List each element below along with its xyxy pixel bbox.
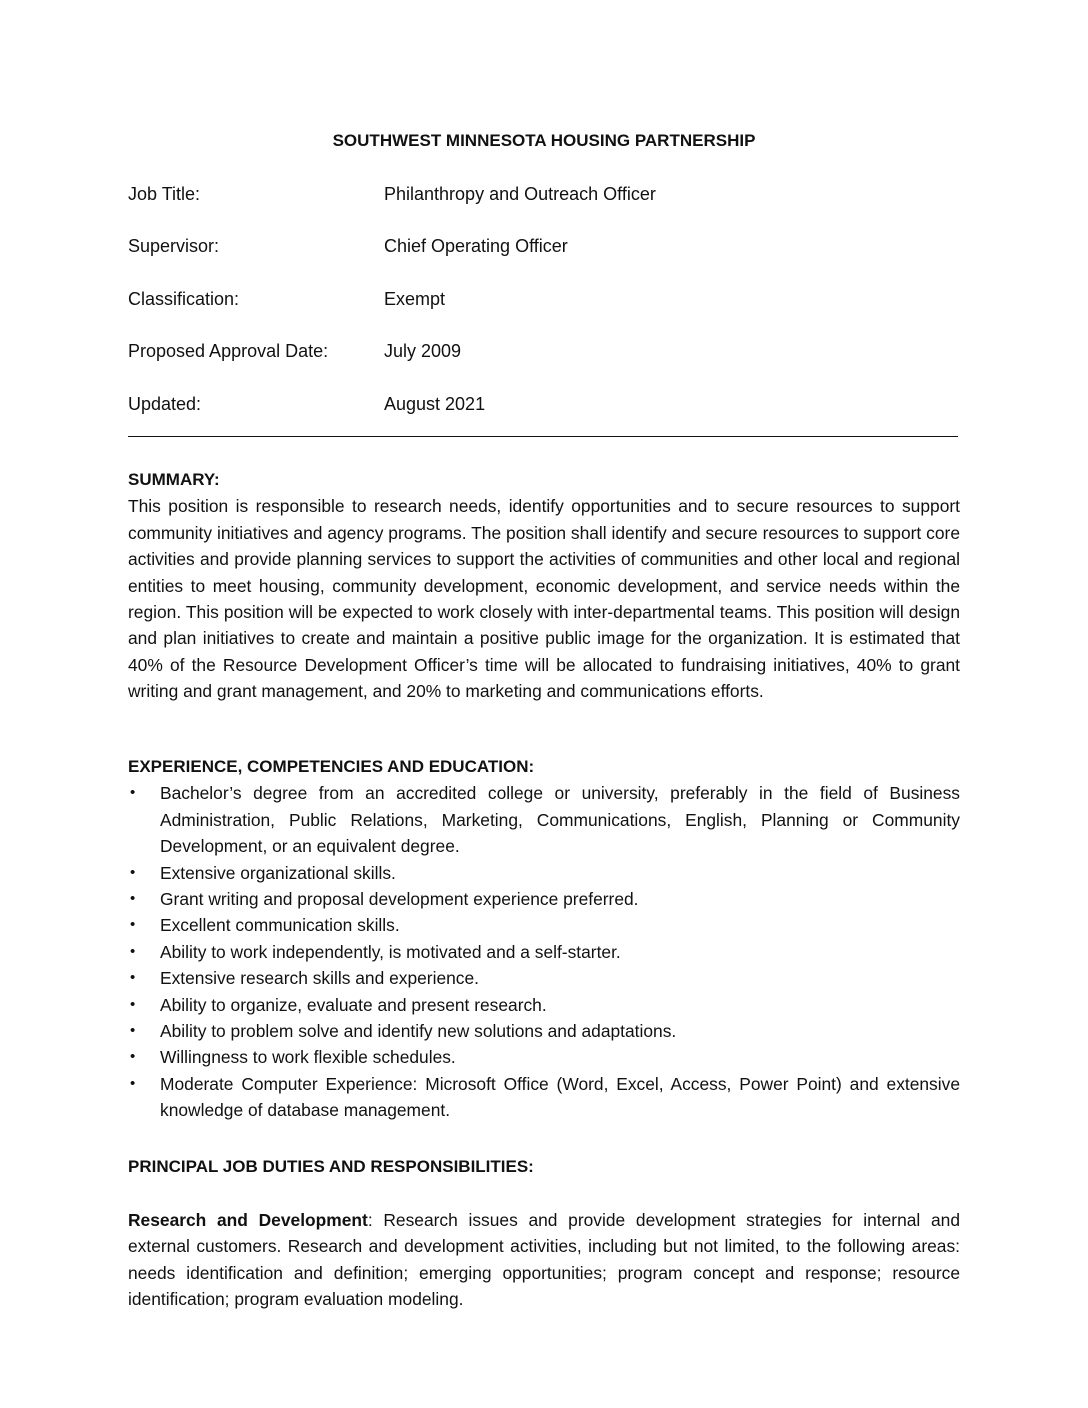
meta-value: August 2021 xyxy=(384,394,486,414)
research-text: : Research issues and provide development strategies for internal and external customers. Research and development activities, including but not limited, to the following areas: needs identification and definition; emerging opportunities; program concept and response; resource identification; program evaluation modeling. xyxy=(128,1210,961,1310)
meta-value: July 2009 xyxy=(384,341,462,361)
meta-row-updated xyxy=(128,392,958,416)
meta-label: Classification: xyxy=(128,289,240,309)
summary-heading: SUMMARY: xyxy=(128,470,220,489)
list-item-text: Moderate Computer Experience: Microsoft Office (Word, Excel, Access, Power Point) and extensive knowledge of database management. xyxy=(160,1073,960,1121)
list-item xyxy=(128,992,960,1018)
list-item-text: Ability to work independently, is motivated and a self-starter. xyxy=(160,941,621,962)
meta-label: Updated: xyxy=(128,394,202,414)
summary-text: This position is responsible to research needs, identify opportunities and to secure resources to support community initiatives and agency programs. The position shall identify and secure resources to support core activities and provide planning services to support the activities of communities and other local and regional entities to meet housing, community development, economic development, and service needs within the region. This position will be expected to work closely with inter-departmental teams. This position will design and plan initiatives to create and maintain a positive public image for the organization. It is estimated that 40% of the Resource Development Officer’s time will be allocated to fundraising initiatives, 40% to grant writing and grant management, and 20% to marketing and communications efforts. xyxy=(128,496,960,702)
duties-heading-block xyxy=(128,1154,960,1180)
list-item xyxy=(128,1044,960,1070)
list-item xyxy=(128,886,960,912)
bullet-icon: • xyxy=(130,1022,136,1040)
list-item xyxy=(128,965,960,991)
bullet-icon: • xyxy=(130,1074,136,1092)
list-item-text: Grant writing and proposal development experience preferred. xyxy=(160,889,639,910)
meta-row-approval-date xyxy=(128,339,958,363)
research-paragraph xyxy=(128,1207,960,1313)
meta-row-supervisor xyxy=(128,234,958,258)
duties-heading: PRINCIPAL JOB DUTIES AND RESPONSIBILITIES: xyxy=(128,1157,534,1176)
divider xyxy=(128,436,958,437)
meta-label: Job Title: xyxy=(128,184,201,204)
list-item-text: Excellent communication skills. xyxy=(160,915,400,936)
bullet-icon: • xyxy=(130,1048,136,1066)
bullet-icon: • xyxy=(130,969,136,987)
meta-value: Exempt xyxy=(384,289,446,309)
list-item xyxy=(128,780,960,859)
list-item xyxy=(128,912,960,938)
bullet-icon: • xyxy=(130,995,136,1013)
list-item xyxy=(128,1018,960,1044)
list-item xyxy=(128,1071,960,1124)
experience-section xyxy=(128,754,960,1124)
meta-row-classification xyxy=(128,287,958,311)
organization-title: SOUTHWEST MINNESOTA HOUSING PARTNERSHIP xyxy=(332,131,756,150)
list-item-text: Bachelor’s degree from an accredited college or university, preferably in the field of Business Administration, Public Relations, Marketing, Communications, English, Planning or Community Development, or an equivalent degree. xyxy=(160,783,960,857)
meta-label: Supervisor: xyxy=(128,236,220,256)
bullet-icon: • xyxy=(130,863,136,881)
experience-heading: EXPERIENCE, COMPETENCIES AND EDUCATION: xyxy=(128,757,535,776)
list-item-text: Ability to problem solve and identify new solutions and adaptations. xyxy=(160,1021,677,1042)
bullet-icon: • xyxy=(130,916,136,934)
meta-value: Philanthropy and Outreach Officer xyxy=(384,184,656,204)
list-item xyxy=(128,860,960,886)
list-item-text: Willingness to work flexible schedules. xyxy=(160,1047,456,1068)
research-label: Research and Development xyxy=(128,1210,368,1230)
research-section xyxy=(128,1207,960,1313)
bullet-icon: • xyxy=(130,890,136,908)
meta-row-job-title xyxy=(128,182,958,206)
meta-value: Chief Operating Officer xyxy=(384,236,568,256)
list-item-text: Extensive organizational skills. xyxy=(160,862,396,883)
bullet-icon: • xyxy=(130,942,136,960)
experience-list xyxy=(128,780,960,1123)
bullet-icon: • xyxy=(130,784,136,802)
meta-label: Proposed Approval Date: xyxy=(128,341,329,361)
summary-section xyxy=(128,467,960,705)
list-item xyxy=(128,939,960,965)
list-item-text: Ability to organize, evaluate and present research. xyxy=(160,994,547,1015)
list-item-text: Extensive research skills and experience. xyxy=(160,968,479,989)
